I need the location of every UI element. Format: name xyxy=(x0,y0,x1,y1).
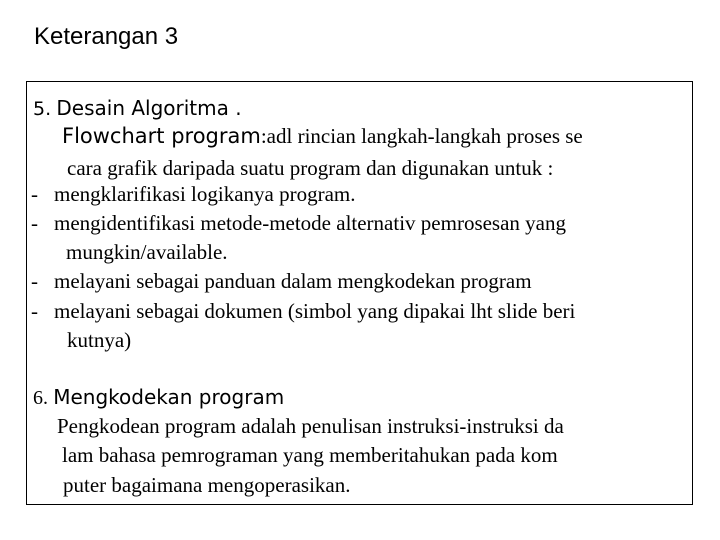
bullet-item-2: mengidentifikasi metode-metode alternativ pemrosesan yang xyxy=(54,211,566,235)
bullet-dash: - xyxy=(31,182,38,206)
bullet-item-3: melayani sebagai panduan dalam mengkodekan program xyxy=(54,269,532,293)
section5-heading-line xyxy=(33,95,242,122)
bullet-dash: - xyxy=(31,269,38,293)
content-box xyxy=(26,81,693,505)
slide-title: Keterangan 3 xyxy=(34,23,179,50)
bullet-dash: - xyxy=(31,211,38,235)
bullet-item-4-continuation: kutnya) xyxy=(67,328,132,352)
flowchart-definition-start: :adl rincian langkah-langkah proses se xyxy=(260,124,583,148)
section6-body-line3: puter bagaimana mengoperasikan. xyxy=(63,473,351,497)
bullet-item-4: melayani sebagai dokumen (simbol yang dipakai lht slide beri xyxy=(54,299,576,323)
section6-body-line1: Pengkodean program adalah penulisan instruksi-instruksi da xyxy=(57,414,564,438)
bullet-item-1: mengklarifikasi logikanya program. xyxy=(54,182,356,206)
section5-heading: Desain Algoritma . xyxy=(56,96,242,120)
flowchart-term: Flowchart program xyxy=(62,124,261,148)
section6-heading: Mengkodekan program xyxy=(53,385,285,409)
section6-heading-line xyxy=(33,384,284,411)
section6-number: 6. xyxy=(33,387,48,409)
flowchart-definition-line1 xyxy=(62,123,583,149)
section5-number: 5. xyxy=(33,98,52,120)
flowchart-definition-line2: cara grafik daripada suatu program dan digunakan untuk : xyxy=(67,156,554,180)
bullet-item-2-continuation: mungkin/available. xyxy=(66,240,228,264)
bullet-dash: - xyxy=(31,299,38,323)
section6-body-line2: lam bahasa pemrograman yang memberitahukan pada kom xyxy=(62,443,558,467)
